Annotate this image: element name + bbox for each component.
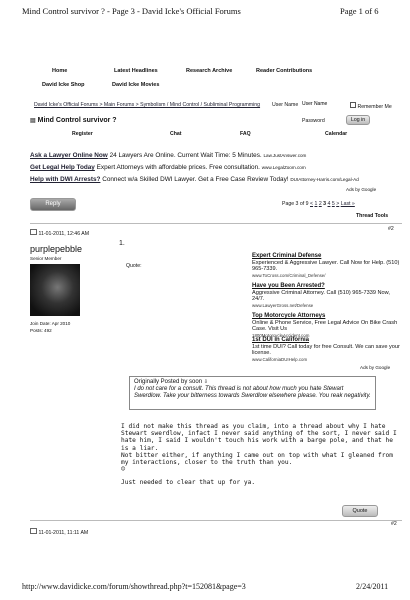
top-ad-1[interactable]: Ask a Lawyer Online Now 24 Lawyers Are Online. Current Wait Time: 5 Minutes. Law.JustAnswer.com	[30, 152, 307, 159]
folder-icon: ▤	[30, 118, 36, 124]
quote-author: Originally Posted by soon ⇩	[134, 379, 208, 385]
top-ad-2[interactable]: Get Legal Help Today Expert Attorneys with affordable prices. Free consultation. www.LegalZoom.com	[30, 164, 306, 171]
breadcrumb[interactable]: David Icke's Official Forums > Main Forums > Symbolism / Mind Control / Subliminal Programming	[34, 102, 261, 108]
page-1[interactable]: 1	[314, 201, 318, 207]
post-body	[121, 423, 399, 487]
pagination-label: Page 3 of 9	[282, 201, 309, 207]
side-ad-4[interactable]: 1st DUI in California 1st time DUI? Call today for free Consult. We can save your license. www.CaliforniaDUIHelp.com	[252, 337, 400, 362]
side-ad-2[interactable]: Have you Been Arrested? Aggressive Criminal Attorney. Call (510) 965-7339 Now, 24/7. www.LawyerGross.net/Defense	[252, 283, 390, 308]
quote-box	[129, 376, 376, 410]
menu-chat[interactable]: Chat	[170, 131, 182, 137]
print-header-page: Page 1 of 6	[340, 6, 379, 16]
quote-button[interactable]: Quote	[342, 505, 378, 517]
post-icon	[30, 229, 37, 235]
page-2[interactable]: 2	[318, 201, 322, 207]
post-paragraph-2: Not bitter either, if anything I came out on top with what I gleaned from my interactions, closer to the truth than you.	[121, 451, 393, 467]
menu-faq[interactable]: FAQ	[240, 131, 251, 137]
print-footer-url: http://www.davidicke.com/forum/showthread.php?t=152081&page=3	[22, 582, 246, 591]
post-count: Posts: 492	[30, 328, 52, 333]
divider-2	[30, 520, 402, 521]
post-number[interactable]: #2	[388, 226, 394, 232]
nav-home[interactable]: Home	[52, 68, 68, 74]
nav-movies[interactable]: David Icke Movies	[112, 82, 160, 88]
quote-label: Quote:	[126, 263, 142, 269]
page-first[interactable]: <	[310, 201, 314, 207]
menu-calendar[interactable]: Calendar	[325, 131, 348, 137]
smiley-icon: ☺	[121, 465, 126, 474]
nav-latest-headlines[interactable]: Latest Headlines	[114, 68, 158, 74]
divider	[30, 223, 402, 224]
thread-title-row	[30, 117, 117, 124]
login-button[interactable]: Log in	[346, 115, 370, 125]
join-date: Join Date: Apr 2010	[30, 321, 71, 326]
page-current: 3	[323, 201, 327, 207]
post-paragraph-3: Just needed to clear that up for ya.	[121, 479, 256, 487]
post-username[interactable]: purplepebble	[30, 244, 83, 254]
top-ad-3[interactable]: Help with DWI Arrests? Connect w/a Skilled DWI Lawyer. Get a Free Case Review Today! DUIAttorney-Harris.com/Legal-Ad	[30, 176, 359, 183]
avatar[interactable]	[30, 264, 80, 316]
page-5[interactable]: 5	[331, 201, 335, 207]
quote-text: I do not care for a consult. This thread is not about how much you hate Stewart Swerdlow. Take your bitterness towards Swerdlow elsewhere please. You reak negativity.	[134, 386, 371, 399]
reply-button[interactable]: Reply	[30, 198, 76, 211]
view-post-icon[interactable]: ⇩	[203, 379, 208, 385]
print-footer-date: 2/24/2011	[356, 582, 389, 591]
remember-checkbox[interactable]	[350, 102, 356, 108]
username-input[interactable]	[302, 101, 346, 107]
page-4[interactable]: 4	[327, 201, 331, 207]
thread-tools[interactable]: Thread Tools	[356, 213, 389, 219]
thread-title: Mind Control survivor ?	[37, 117, 117, 124]
post-date: 11-01-2011, 12:46 AM	[30, 229, 89, 237]
nav-research-archive[interactable]: Research Archive	[186, 68, 233, 74]
post-icon-2	[30, 528, 37, 534]
next-post-date: 11-01-2011, 11:11 AM	[30, 528, 88, 536]
print-header-title: Mind Control survivor ? - Page 3 - David Icke's Official Forums	[22, 6, 241, 16]
next-post-number[interactable]: #2	[391, 521, 397, 527]
nav-shop[interactable]: David Icke Shop	[42, 82, 85, 88]
password-label: Password	[302, 118, 325, 124]
side-ad-3[interactable]: Top Motorcycle Attorneys Online & Phone Service, Free Legal Advice On Bike Crash Case. Visit Us 1800MotorcycleAccident.com	[252, 313, 398, 338]
remember-me-row	[350, 102, 392, 110]
side-ad-1[interactable]: Expert Criminal Defense Experienced & Aggressive Lawyer. Call Now for Help. (510) 965-7339. www.ToCross.com/Criminal_Defense/	[252, 253, 400, 278]
ads-by-google[interactable]: Ads by Google	[346, 187, 377, 192]
remember-label: Remember Me	[357, 104, 392, 110]
post-mark: 1.	[119, 240, 125, 247]
post-paragraph-1: I did not make this thread as you claim, into a thread about why I hate Stewart swerdlow, infact I never said anything of the sort, I never said I hate him, I said I wouldn't touch his work with a barge pole, and that he is a liar.	[121, 423, 397, 452]
page-last[interactable]: Last »	[340, 201, 355, 207]
pagination	[282, 201, 355, 207]
username-label: User Name	[272, 102, 299, 108]
nav-reader-contributions[interactable]: Reader Contributions	[256, 68, 313, 74]
ads-by-google-side[interactable]: Ads by Google	[360, 365, 391, 370]
user-rank: Senior Member	[30, 256, 62, 261]
menu-register[interactable]: Register	[72, 131, 93, 137]
page-next[interactable]: >	[336, 201, 340, 207]
